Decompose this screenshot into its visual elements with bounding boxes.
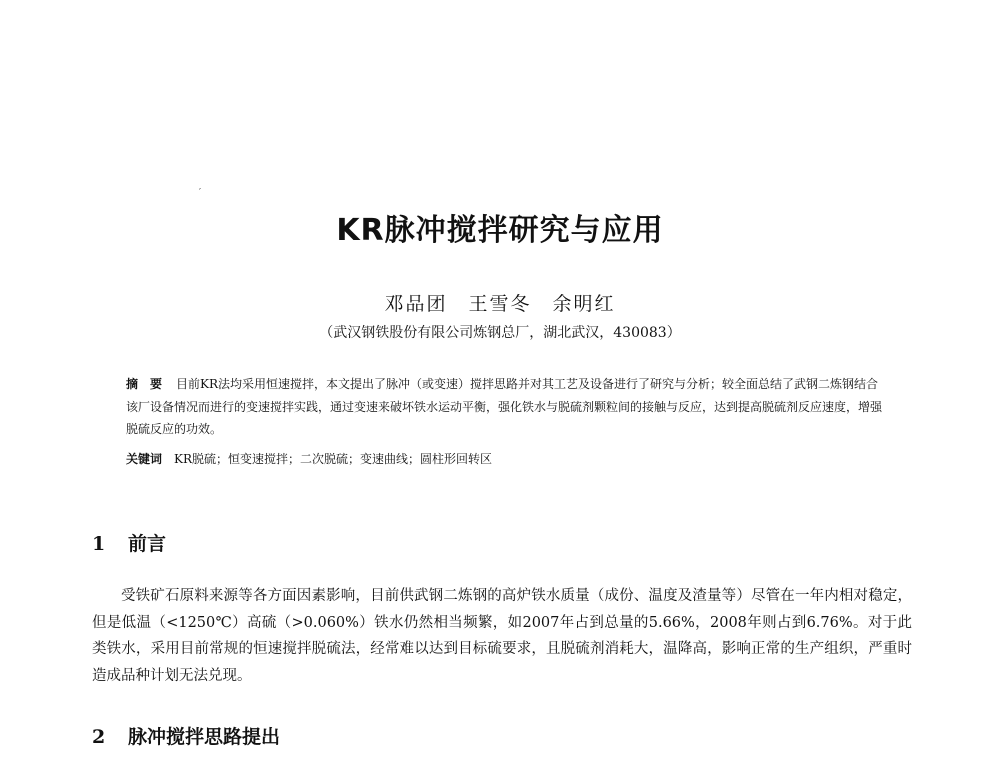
abstract-block bbox=[126, 373, 886, 441]
section-heading-2 bbox=[92, 722, 280, 749]
section-number-2: 2 bbox=[92, 726, 106, 748]
affiliation: （武汉钢铁股份有限公司炼钢总厂，湖北武汉，430083） bbox=[319, 325, 681, 341]
keywords-block bbox=[126, 450, 886, 467]
author-list: 邓品团 王雪冬 余明红 bbox=[384, 293, 616, 315]
section-1-paragraph: 受铁矿石原料来源等各方面因素影响，目前供武钢二炼钢的高炉铁水质量（成份、温度及渣量等）尽管在一年内相对稳定，但是低温（<1250℃）高硫（>0.060%）铁水仍然相当频繁，如2007年占到总量的5.66%，2008年则占到6.76%。对于此类铁水，采用目前常规的恒速搅拌脱硫法，经常难以达到目标硫要求，且脱硫剂消耗大，温降高，影响正常的生产组织，严重时造成品种计划无法兑现。 bbox=[92, 588, 912, 684]
keywords-label: 关键词 bbox=[126, 452, 163, 466]
paper-title: KR脉冲搅拌研究与应用 bbox=[336, 213, 664, 248]
section-heading-1 bbox=[92, 529, 166, 556]
section-number-1: 1 bbox=[92, 533, 106, 555]
abstract-label: 摘 要 bbox=[126, 377, 163, 391]
section-title-1: 前言 bbox=[128, 533, 167, 555]
section-title-2: 脉冲搅拌思路提出 bbox=[128, 726, 281, 748]
abstract-text: 目前KR法均采用恒速搅拌，本文提出了脉冲（或变速）搅拌思路并对其工艺及设备进行了研究与分析；较全面总结了武钢二炼钢结合该厂设备情况而进行的变速搅拌实践，通过变速来破坏铁水运动平衡，强化铁水与脱硫剂颗粒间的接触与反应，达到提高脱硫剂反应速度，增强脱硫反应的功效。 bbox=[126, 377, 883, 436]
scan-mark: ′ bbox=[199, 188, 202, 198]
keywords-text: KR脱硫；恒变速搅拌；二次脱硫；变速曲线；圆柱形回转区 bbox=[174, 452, 493, 466]
